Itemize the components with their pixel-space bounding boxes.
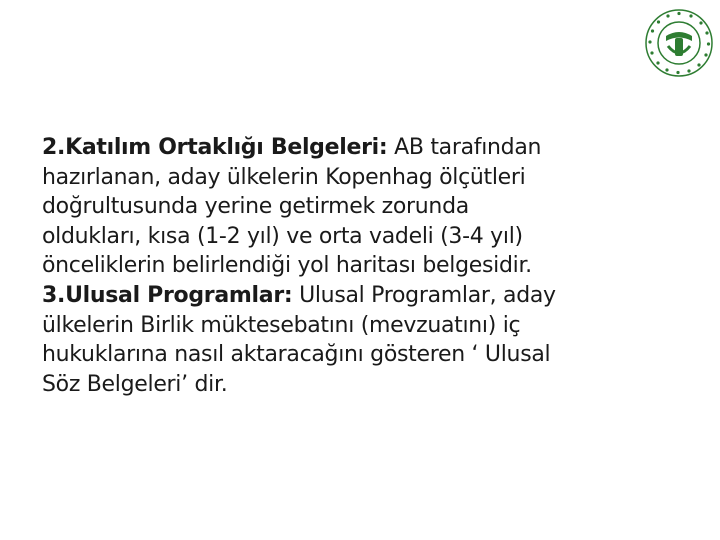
- body-text: [42, 133, 682, 399]
- text-line: Ulusal Programlar, aday: [292, 282, 556, 308]
- paragraph-heading: 2.Katılım Ortaklığı Belgeleri:: [42, 135, 388, 160]
- text-line: Söz Belgeleri’ dir.: [42, 371, 228, 397]
- paragraph-heading: 3.Ulusal Programlar:: [42, 282, 293, 308]
- text-line: önceliklerin belirlendiği yol haritası belgesidir.: [42, 253, 532, 279]
- paragraph-katilim-ortakligi: [42, 133, 682, 281]
- seal-icon: [644, 8, 714, 78]
- paragraph-ulusal-programlar: [42, 281, 682, 399]
- text-line: doğrultusunda yerine getirmek zorunda: [42, 194, 469, 220]
- text-line: AB tarafından: [387, 135, 542, 160]
- university-seal-logo: [644, 8, 714, 78]
- text-line: oldukları, kısa (1-2 yıl) ve orta vadeli (3-4 yıl): [42, 223, 523, 249]
- text-line: ülkelerin Birlik müktesebatını (mevzuatını) iç: [42, 312, 521, 338]
- text-line: hukuklarına nasıl aktaracağını gösteren ‘ Ulusal: [42, 342, 551, 368]
- text-line: hazırlanan, aday ülkelerin Kopenhag ölçütleri: [42, 164, 526, 190]
